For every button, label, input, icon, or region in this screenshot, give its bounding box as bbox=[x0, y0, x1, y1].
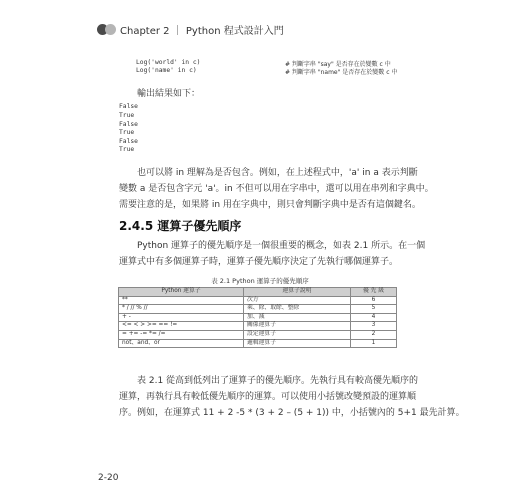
chapter-heading: Chapter 2 ｜ Python 程式設計入門 bbox=[120, 26, 284, 37]
paragraph-line: 表 2.1 從高到低列出了運算子的優先順序。先執行具有較高優先順序的 bbox=[137, 376, 419, 386]
operator-precedence-table bbox=[118, 287, 397, 348]
table-row bbox=[119, 330, 397, 339]
table-row bbox=[119, 313, 397, 322]
table-caption: 表 2.1 Python 運算子的優先順序 bbox=[211, 277, 309, 285]
code-line: Log('name' in c) bbox=[136, 67, 197, 74]
output-label: 輸出結果如下： bbox=[137, 89, 201, 99]
operator-cell: ** bbox=[119, 296, 244, 305]
paragraph-line: 需要注意的是，如果將 in 用在字典中，則只會判斷字典中是否有這個鍵名。 bbox=[119, 200, 421, 210]
output-line: False bbox=[119, 121, 138, 128]
priority-cell: 6 bbox=[351, 296, 397, 305]
code-comment: # 判斷字串 "name" 是否存在於變數 c 中 bbox=[285, 69, 398, 76]
table-row bbox=[119, 322, 397, 331]
paragraph-line: 序。例如，在運算式 11 + 2 -5 * (3 + 2 – (5 + 1)) 中，小括號內的 5+1 最先計算。 bbox=[119, 408, 465, 418]
operator-cell: <= < > >= == != bbox=[119, 322, 244, 331]
table-header-row bbox=[119, 288, 397, 297]
column-header: 運算子說明 bbox=[244, 288, 351, 297]
section-title: 2.4.5 運算子優先順序 bbox=[119, 219, 242, 233]
column-header: 優 先 級 bbox=[351, 288, 397, 297]
table-row bbox=[119, 305, 397, 314]
page-number: 2-20 bbox=[98, 473, 119, 483]
description-cell: 乘、除、取餘、整除 bbox=[244, 305, 351, 314]
description-cell: 加、減 bbox=[244, 313, 351, 322]
paragraph-line: 也可以將 in 理解為是否包含。例如，在上述程式中，'a' in a 表示判斷 bbox=[137, 168, 418, 178]
priority-cell: 2 bbox=[351, 330, 397, 339]
output-line: True bbox=[119, 146, 135, 153]
operator-cell: = += -= *= /= bbox=[119, 330, 244, 339]
description-cell: 次方 bbox=[244, 296, 351, 305]
description-cell: 設定運算子 bbox=[244, 330, 351, 339]
operator-cell: * / // % // bbox=[119, 305, 244, 314]
description-cell: 邏輯運算子 bbox=[244, 339, 351, 348]
priority-cell: 4 bbox=[351, 313, 397, 322]
operator-cell: + - bbox=[119, 313, 244, 322]
code-comment: # 判斷字串 "say" 是否存在於變數 c 中 bbox=[285, 61, 391, 68]
priority-cell: 1 bbox=[351, 339, 397, 348]
priority-cell: 5 bbox=[351, 305, 397, 314]
column-header: Python 運算子 bbox=[119, 288, 244, 297]
description-cell: 關係運算子 bbox=[244, 322, 351, 331]
paragraph-line: 運算，再執行具有較低優先順序的運算。可以使用小括號改變預設的運算順 bbox=[119, 392, 417, 402]
table-row bbox=[119, 339, 397, 348]
paragraph-line: 變數 a 是否包含字元 'a'。in 不但可以用在字串中，還可以用在串列和字典中。 bbox=[119, 184, 434, 194]
output-line: False bbox=[119, 103, 138, 110]
operator-cell: not、and、or bbox=[119, 339, 244, 348]
priority-cell: 3 bbox=[351, 322, 397, 331]
paragraph-line: 運算式中有多個運算子時，運算子優先順序決定了先執行哪個運算子。 bbox=[119, 257, 399, 267]
table-row bbox=[119, 296, 397, 305]
code-line: Log('world' in c) bbox=[136, 59, 201, 66]
paragraph-line: Python 運算子的優先順序是一個很重要的概念，如表 2.1 所示。在一個 bbox=[137, 241, 426, 251]
output-line: True bbox=[119, 112, 135, 119]
chapter-marker-light bbox=[105, 24, 116, 35]
output-line: True bbox=[119, 129, 135, 136]
output-line: False bbox=[119, 138, 138, 145]
